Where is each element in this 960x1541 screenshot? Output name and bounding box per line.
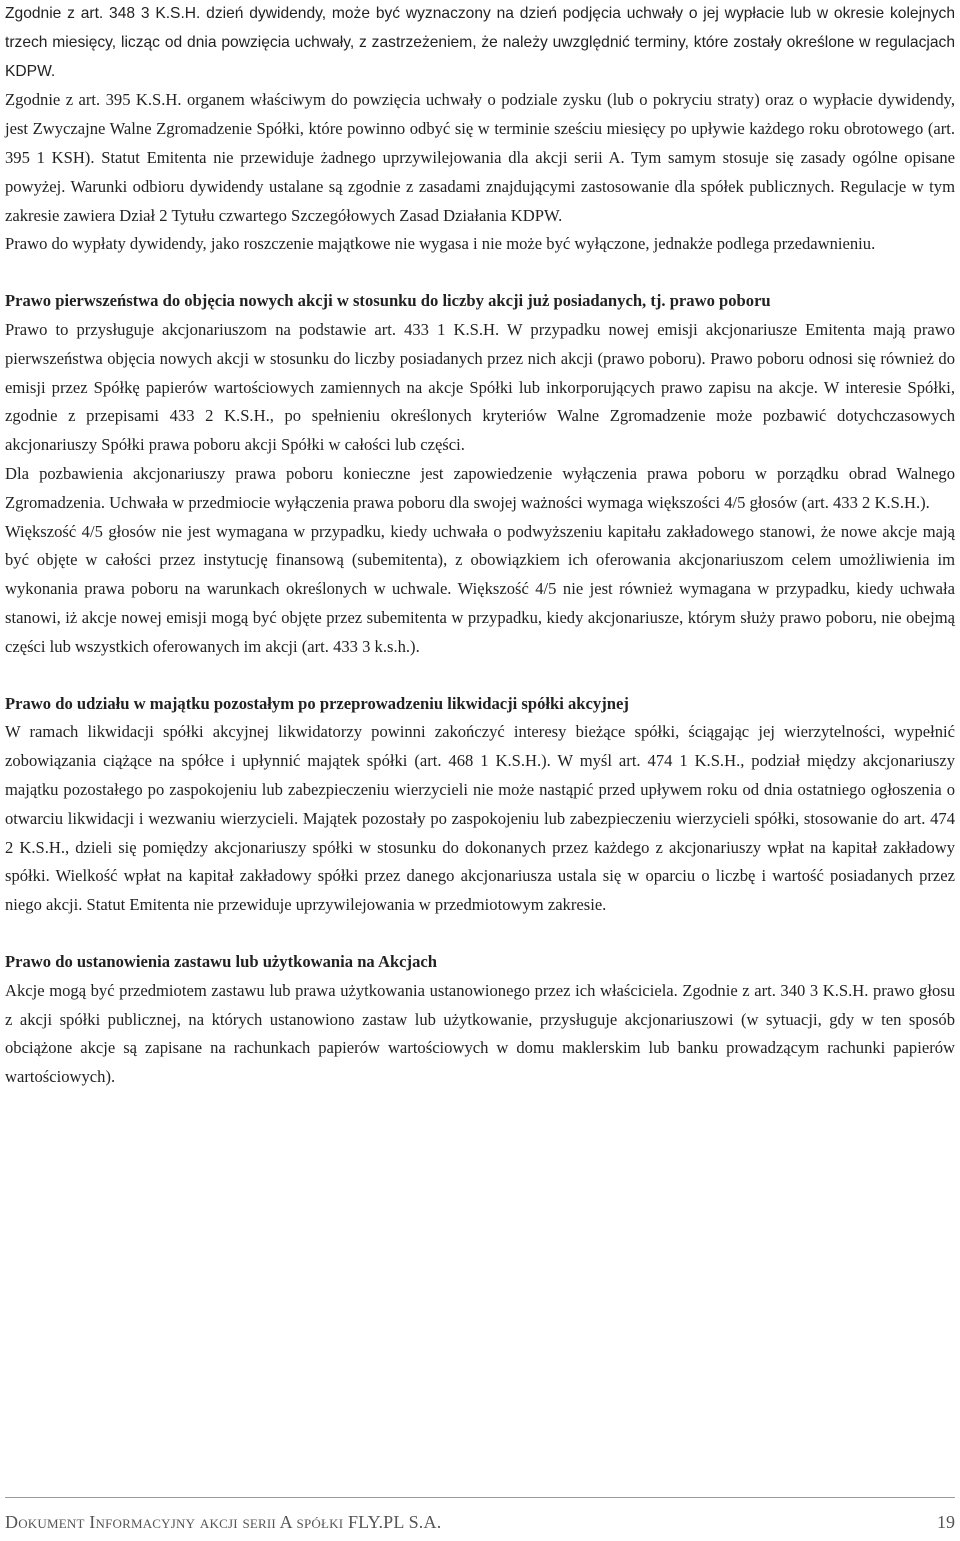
paragraph-preemptive-right: Prawo to przysługuje akcjonariuszom na podstawie art. 433 1 K.S.H. W przypadku nowej emisji akcjonariusze Emitenta mają prawo pierwszeństwa objęcia nowych akcji w stosunku do liczby posiadanych przez nich akcji (prawo poboru). Prawo poboru odnosi się również do emisji przez Spółkę papierów wartościowych zamiennych na akcje Spółki lub inkorporujących prawo zapisu na akcje. W interesie Spółki, zgodnie z przepisami 433 2 K.S.H., po spełnieniu określonych kryteriów Walne Zgromadzenie może pozbawić dotychczasowych akcjonariuszy Spółki prawa poboru akcji Spółki w całości lub części. bbox=[5, 319, 955, 455]
heading-preemptive-right: Prawo pierwszeństwa do objęcia nowych akcji w stosunku do liczby akcji już posiadanych, tj. prawo poboru bbox=[5, 291, 771, 311]
paragraph-liquidation: W ramach likwidacji spółki akcyjnej likwidatorzy powinni zakończyć interesy bieżące spółki, ściągając jej wierzytelności, wypełnić zobowiązania ciążące na spółce i upłynnić majątek spółki (art. 468 1 K.S.H.). W myśl art. 474 1 K.S.H., podział między akcjonariuszy majątku pozostałego po zaspokojeniu lub zabezpieczeniu wierzycieli nie może nastąpić przed upływem roku od dnia ostatniego ogłoszenia o otwarciu likwidacji i wezwaniu wierzycieli. Majątek pozostały po zaspokojeniu lub zabezpieczeniu wierzycieli spółki, stosowanie do art. 474 2 K.S.H., dzieli się pomiędzy akcjonariuszy spółki w stosunku do dokonanych przez każdego z akcjonariuszy wpłat na kapitał zakładowy spółki. Wielkość wpłat na kapitał zakładowy spółki przez danego akcjonariusza ustala się w oparciu o liczbę i wartość posiadanych przez niego akcji. Statut Emitenta nie przewiduje uprzywilejowania w przedmiotowym zakresie. bbox=[5, 722, 955, 915]
footer-divider bbox=[5, 1497, 955, 1498]
paragraph-dividend-prescription: Prawo do wypłaty dywidendy, jako roszczenie majątkowe nie wygasa i nie może być wyłączone, jednakże podlega przedawnieniu. bbox=[5, 234, 876, 254]
document-body bbox=[5, 0, 955, 1092]
heading-liquidation: Prawo do udziału w majątku pozostałym po przeprowadzeniu likwidacji spółki akcyjnej bbox=[5, 693, 629, 713]
paragraph-dividend-day: Zgodnie z art. 348 3 K.S.H. dzień dywidendy, może być wyznaczony na dzień podjęcia uchwały o jej wypłacie lub w okresie kolejnych trzech miesięcy, licząc od dnia powzięcia uchwały, z zastrzeżeniem, że należy uwzględnić terminy, które zostały określone w regulacjach KDPW. bbox=[5, 5, 955, 80]
paragraph-pledge: Akcje mogą być przedmiotem zastawu lub prawa użytkowania ustanowionego przez ich właściciela. Zgodnie z art. 340 3 K.S.H. prawo głosu z akcji spółki publicznej, na których ustanowiono zastaw lub użytkowanie, przysługuje akcjonariuszowi (w sytuacji, gdy w ten sposób obciążone akcje są zapisane na rachunkach papierów wartościowych w domu maklerskim lub banku prowadzącym rachunki papierów wartościowych). bbox=[5, 980, 955, 1087]
footer-document-title: Dokument Informacyjny akcji serii A spółki FLY.PL S.A. bbox=[5, 1512, 442, 1532]
paragraph-dividend-authority: Zgodnie z art. 395 K.S.H. organem właściwym do powzięcia uchwały o podziale zysku (lub o pokryciu straty) oraz o wypłacie dywidendy, jest Zwyczajne Walne Zgromadzenie Spółki, które powinno odbyć się w terminie sześciu miesięcy po upływie każdego roku obrotowego (art. 395 1 KSH). Statut Emitenta nie przewiduje żadnego uprzywilejowania dla akcji serii A. Tym samym stosuje się zasady ogólne opisane powyżej. Warunki odbioru dywidendy ustalane są zgodnie z zasadami znajdującymi zastosowanie dla spółek publicznych. Regulacje w tym zakresie zawiera Dział 2 Tytułu czwartego Szczegółowych Zasad Działania KDPW. bbox=[5, 90, 955, 225]
page-footer bbox=[5, 1500, 955, 1540]
paragraph-preemptive-exclusion: Dla pozbawienia akcjonariuszy prawa poboru konieczne jest zapowiedzenie wyłączenia prawa poboru w porządku obrad Walnego Zgromadzenia. Uchwała w przedmiocie wyłączenia prawa poboru dla swojej ważności wymaga większości 4/5 głosów (art. 433 2 K.S.H.). bbox=[5, 463, 955, 512]
heading-pledge: Prawo do ustanowienia zastawu lub użytkowania na Akcjach bbox=[5, 951, 437, 971]
footer-page-number: 19 bbox=[937, 1512, 955, 1532]
paragraph-majority-exception: Większość 4/5 głosów nie jest wymagana w przypadku, kiedy uchwała o podwyższeniu kapitału zakładowego stanowi, że nowe akcje mają być objęte w całości przez instytucję finansową (subemitenta), z obowiązkiem ich oferowania akcjonariuszom celem umożliwienia im wykonania prawa poboru na warunkach określonych w uchwale. Większość 4/5 nie jest również wymagana w przypadku, kiedy uchwała stanowi, iż akcje nowej emisji mogą być objęte przez subemitenta w przypadku, kiedy akcjonariusze, którym służy prawo poboru, nie obejmą części lub wszystkich oferowanych im akcji (art. 433 3 k.s.h.). bbox=[5, 521, 955, 656]
